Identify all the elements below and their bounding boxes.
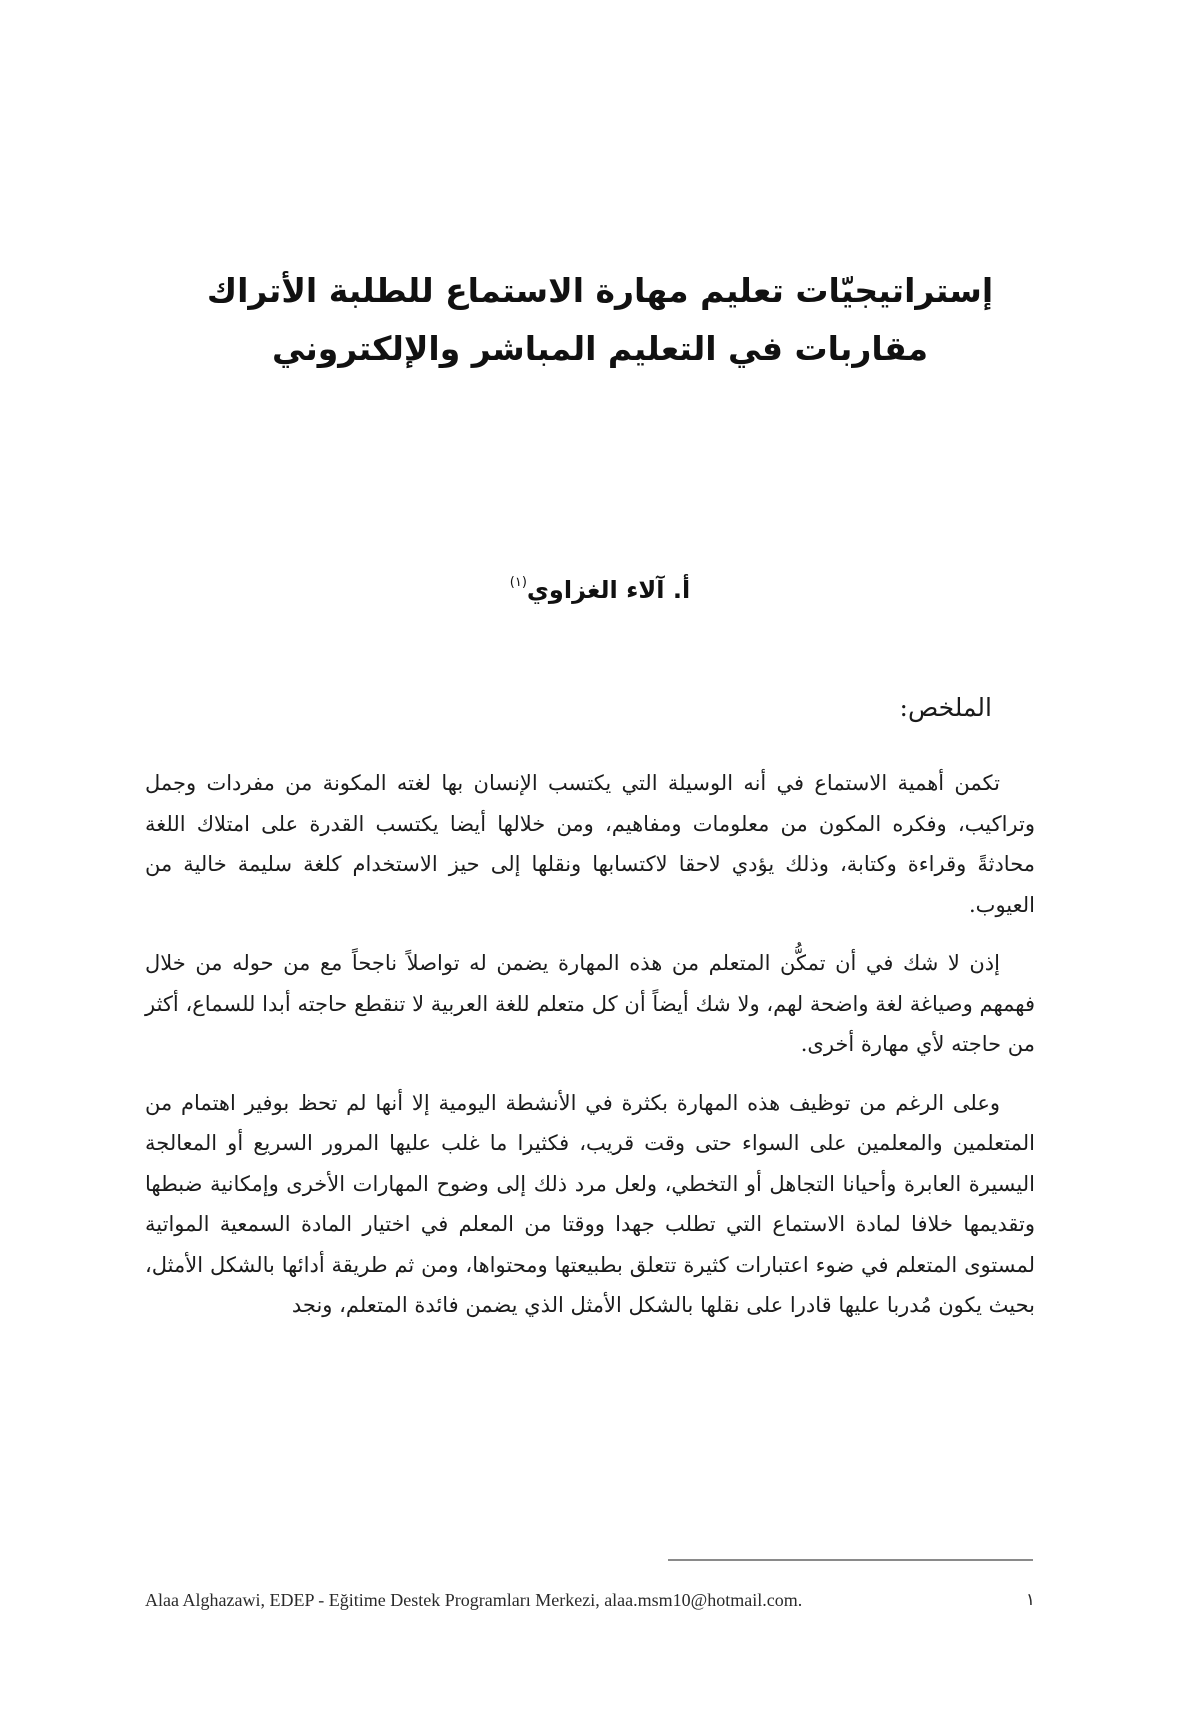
abstract-paragraph-1: تكمن أهمية الاستماع في أنه الوسيلة التي يكتسب الإنسان بها لغته المكونة من مفردات وجمل وتراكيب، وفكره المكون من معلومات ومفاهيم، ومن خلالها أيضا يكتسب القدرة على امتلاك اللغة محادثةً وقراءة وكتابة، وذلك يؤدي لاحقا لاكتسابها ونقلها إلى حيز الاستخدام كلغة سليمة خالية من العيوب. xyxy=(145,771,1035,917)
abstract-paragraph-2: إذن لا شك في أن تمكُّن المتعلم من هذه المهارة يضمن له تواصلاً ناجحاً مع من حوله من خلال فهمهم وصياغة لغة واضحة لهم، ولا شك أيضاً أن كل متعلم للغة العربية لا تنقطع حاجته أبدا للسماع، أكثر من حاجته لأي مهارة أخرى. xyxy=(145,951,1035,1056)
author-line xyxy=(0,575,1200,604)
abstract-heading: الملخص: xyxy=(899,693,992,722)
author-name: أ. آلاء الغزاوي xyxy=(526,576,691,604)
footnote-text: Alaa Alghazawi, EDEP - Eğitime Destek Programları Merkezi, alaa.msm10@hotmail.com. xyxy=(145,1590,803,1610)
abstract-paragraph-3: وعلى الرغم من توظيف هذه المهارة بكثرة في الأنشطة اليومية إلا أنها لم تحظ بوفير اهتمام من المتعلمين والمعلمين على السواء حتى وقت قريب، فكثيرا ما غلب عليها المرور السريع أو المعالجة اليسيرة العابرة وأحيانا التجاهل أو التخطي، ولعل مرد ذلك إلى وضوح المهارات الأخرى وإمكانية ضبطها وتقديمها خلافا لمادة الاستماع التي تطلب جهدا ووقتا من المعلم في اختيار المادة السمعية المواتية لمستوى المتعلم في ضوء اعتبارات كثيرة تتعلق بطبيعتها ومحتواها، ومن ثم طريقة أدائها بالشكل الأمثل، بحيث يكون مُدربا عليها قادرا على نقلها بالشكل الأمثل الذي يضمن فائدة المتعلم، ونجد xyxy=(145,1090,1035,1317)
title-line-2: مقاربات في التعليم المباشر والإلكتروني xyxy=(271,329,929,368)
abstract-body xyxy=(145,763,1035,1344)
footnote-marker: ١ xyxy=(1025,1590,1035,1610)
title-line-1: إستراتيجيّات تعليم مهارة الاستماع للطلبة الأتراك xyxy=(206,271,994,310)
article-title xyxy=(0,262,1200,378)
footnote-separator xyxy=(668,1559,1033,1561)
author-footnote-ref[interactable]: (١) xyxy=(509,575,527,590)
